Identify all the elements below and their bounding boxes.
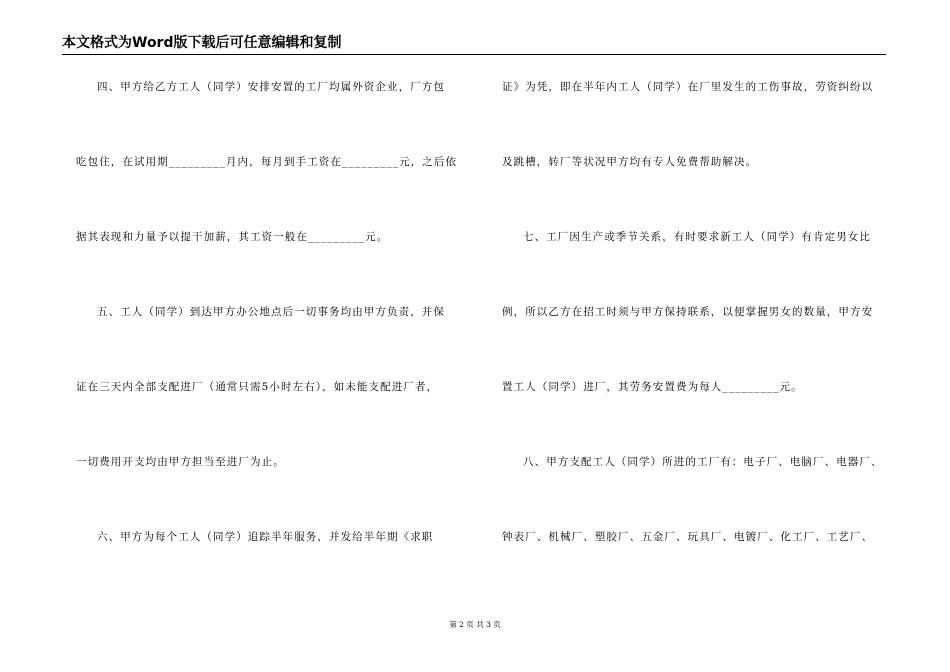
paragraph-line: 六、甲方为每个工人（同学）追踪半年服务，并发给半年期《求职 bbox=[97, 531, 434, 543]
paragraph-line: 四、甲方给乙方工人（同学）安排安置的工厂均属外资企业，厂方包 bbox=[97, 81, 445, 93]
header-title: 本文格式为Word版下载后可任意编辑和复制 bbox=[62, 35, 342, 51]
paragraph-line: 吃包住，在试用期_________月内，每月到手工资在_________元，之后依 bbox=[76, 156, 458, 168]
paragraph-line: 八、甲方支配工人（同学）所进的工厂有：电子厂、电脑厂、电器厂、 bbox=[523, 456, 883, 468]
paragraph-line: 钟表厂、机械厂、塑胶厂、五金厂、玩具厂、电镀厂、化工厂、工艺厂、 bbox=[502, 531, 874, 543]
paragraph-line: 证在三天内全部支配进厂（通常只需5小时左右），如未能支配进厂者， bbox=[76, 381, 439, 393]
paragraph-line: 七、工厂因生产或季节关系，有时要求新工人（同学）有肯定男女比 bbox=[523, 231, 871, 243]
page-number: 第 2 页 共 3 页 bbox=[449, 620, 501, 629]
paragraph-line: 一切费用开支均由甲方担当至进厂为止。 bbox=[76, 456, 285, 468]
paragraph-line: 置工人（同学）进厂，其劳务安置费为每人_________元。 bbox=[502, 381, 803, 393]
paragraph-line: 例，所以乙方在招工时须与甲方保持联系，以便掌握男女的数量，甲方安 bbox=[502, 306, 874, 318]
paragraph-line: 及跳槽，转厂等状况甲方均有专人免费帮助解决。 bbox=[502, 156, 758, 168]
page-header bbox=[62, 34, 886, 55]
paragraph-line: 据其表现和力量予以提干加薪，其工资一般在_________元。 bbox=[76, 231, 389, 243]
paragraph-line: 五、工人（同学）到达甲方办公地点后一切事务均由甲方负责，并保 bbox=[97, 306, 445, 318]
paragraph-line: 证》为凭，即在半年内工人（同学）在厂里发生的工伤事故，劳资纠纷以 bbox=[502, 81, 874, 93]
